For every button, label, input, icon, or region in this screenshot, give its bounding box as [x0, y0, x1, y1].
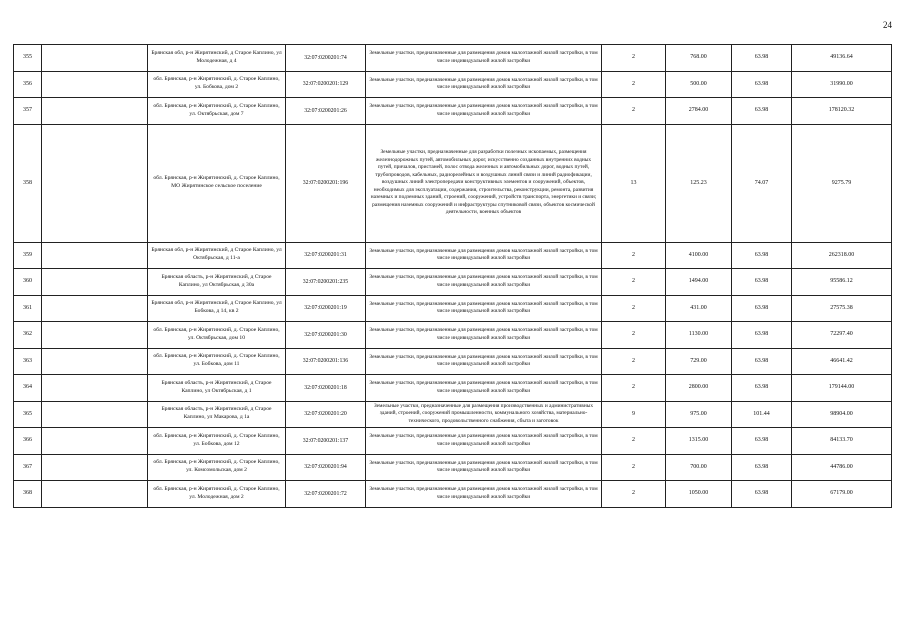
group-cell: 13: [602, 124, 666, 242]
cadastral-value-cell: 44786.00: [792, 454, 892, 481]
group-cell: 2: [602, 269, 666, 296]
address-cell: обл. Брянская, р-н Жирятинский, д. Старое Каплино, ул. Бобкова, дом 12: [148, 428, 286, 455]
rate-cell: 101.44: [732, 401, 792, 428]
rate-cell: 63.98: [732, 322, 792, 349]
table-row: [14, 348, 892, 375]
land-use-cell: Земельные участки, предназначенные для размещения домов малоэтажной жилой застройки, в том числе индивидуальной жилой застройки: [366, 375, 602, 402]
address-cell: Брянская обл, р-н Жирятинский, д Старое Каплино, ул Бобкова, д 14, кв 2: [148, 295, 286, 322]
cadastral-value-cell: 84133.70: [792, 428, 892, 455]
table-row: [14, 428, 892, 455]
group-cell: 2: [602, 295, 666, 322]
spacer-cell: [42, 124, 148, 242]
table-row: [14, 401, 892, 428]
area-cell: 1130.00: [666, 322, 732, 349]
spacer-cell: [42, 428, 148, 455]
area-cell: 1315.00: [666, 428, 732, 455]
cadastral-number-cell: 32:07:0200201:26: [286, 98, 366, 125]
row-number: 361: [14, 295, 42, 322]
cadastral-number-cell: 32:07:0200201:196: [286, 124, 366, 242]
spacer-cell: [42, 454, 148, 481]
page-number: 24: [883, 20, 892, 30]
table-row: [14, 242, 892, 269]
group-cell: 2: [602, 454, 666, 481]
address-cell: обл. Брянская, р-н Жирятинский, д. Старое Каплино, ул. Бобкова, дом 2: [148, 71, 286, 98]
cadastral-value-cell: 46641.42: [792, 348, 892, 375]
cadastral-value-cell: 27575.38: [792, 295, 892, 322]
row-number: 366: [14, 428, 42, 455]
land-use-cell: Земельные участки, предназначенные для размещения домов малоэтажной жилой застройки, в том числе индивидуальной жилой застройки: [366, 98, 602, 125]
table-row: [14, 71, 892, 98]
land-use-cell: Земельные участки, предназначенные для размещения производственных и административных зданий, строений, сооружений промышленности, коммунального хозяйства, материально-технического, продовольственного снабжения, сбыта и заготовок: [366, 401, 602, 428]
cadastral-number-cell: 32:07:0200201:72: [286, 481, 366, 508]
area-cell: 1494.00: [666, 269, 732, 296]
row-number: 360: [14, 269, 42, 296]
rate-cell: 63.98: [732, 428, 792, 455]
cadastral-value-cell: 178120.32: [792, 98, 892, 125]
land-use-cell: Земельные участки, предназначенные для размещения домов малоэтажной жилой застройки, в том числе индивидуальной жилой застройки: [366, 45, 602, 72]
table-row: [14, 322, 892, 349]
row-number: 363: [14, 348, 42, 375]
table-row: [14, 481, 892, 508]
rate-cell: 63.98: [732, 242, 792, 269]
area-cell: 768.00: [666, 45, 732, 72]
spacer-cell: [42, 295, 148, 322]
cadastral-number-cell: 32:07:0200201:136: [286, 348, 366, 375]
rate-cell: 63.98: [732, 71, 792, 98]
spacer-cell: [42, 242, 148, 269]
area-cell: 975.00: [666, 401, 732, 428]
row-number: 358: [14, 124, 42, 242]
group-cell: 2: [602, 348, 666, 375]
cadastral-number-cell: 32:07:0200201:31: [286, 242, 366, 269]
row-number: 359: [14, 242, 42, 269]
land-use-cell: Земельные участки, предназначенные для размещения домов малоэтажной жилой застройки, в том числе индивидуальной жилой застройки: [366, 481, 602, 508]
cadastral-number-cell: 32:07:0200201:129: [286, 71, 366, 98]
cadastral-number-cell: 32:07:0200201:94: [286, 454, 366, 481]
spacer-cell: [42, 401, 148, 428]
cadastral-value-cell: 9275.79: [792, 124, 892, 242]
rate-cell: 63.98: [732, 348, 792, 375]
cadastral-number-cell: 32:07:0200201:235: [286, 269, 366, 296]
row-number: 355: [14, 45, 42, 72]
group-cell: 2: [602, 242, 666, 269]
rate-cell: 74.07: [732, 124, 792, 242]
spacer-cell: [42, 348, 148, 375]
group-cell: 2: [602, 428, 666, 455]
address-cell: обл. Брянская, р-н Жирятинский, д. Старое Каплино, МО Жирятинское сельское поселение: [148, 124, 286, 242]
table-row: [14, 375, 892, 402]
spacer-cell: [42, 98, 148, 125]
rate-cell: 63.98: [732, 98, 792, 125]
cadastral-value-cell: 98904.00: [792, 401, 892, 428]
spacer-cell: [42, 71, 148, 98]
area-cell: 431.00: [666, 295, 732, 322]
address-cell: обл. Брянская, р-н Жирятинский, д. Старое Каплино, ул. Октябрьская, дом 7: [148, 98, 286, 125]
row-number: 356: [14, 71, 42, 98]
row-number: 365: [14, 401, 42, 428]
spacer-cell: [42, 481, 148, 508]
area-cell: 2784.00: [666, 98, 732, 125]
rate-cell: 63.98: [732, 481, 792, 508]
area-cell: 2800.00: [666, 375, 732, 402]
row-number: 357: [14, 98, 42, 125]
table-body: [14, 45, 892, 508]
address-cell: Брянская область, р-н Жирятинский, д Старое Каплино, ул Октябрьская, д 30а: [148, 269, 286, 296]
cadastral-number-cell: 32:07:0200201:20: [286, 401, 366, 428]
spacer-cell: [42, 375, 148, 402]
cadastral-value-cell: 31990.00: [792, 71, 892, 98]
table-row: [14, 269, 892, 296]
area-cell: 4100.00: [666, 242, 732, 269]
address-cell: Брянская обл, р-н Жирятинский, д Старое Каплино, ул Октябрьская, д 11-а: [148, 242, 286, 269]
cadastral-number-cell: 32:07:0200201:18: [286, 375, 366, 402]
land-use-cell: Земельные участки, предназначенные для размещения домов малоэтажной жилой застройки, в том числе индивидуальной жилой застройки: [366, 269, 602, 296]
group-cell: 2: [602, 322, 666, 349]
row-number: 362: [14, 322, 42, 349]
rate-cell: 63.98: [732, 45, 792, 72]
land-use-cell: Земельные участки, предназначенные для размещения домов малоэтажной жилой застройки, в том числе индивидуальной жилой застройки: [366, 454, 602, 481]
group-cell: 2: [602, 45, 666, 72]
cadastral-value-cell: 49136.64: [792, 45, 892, 72]
address-cell: Брянская обл, р-н Жирятинский, д Старое Каплино, ул Молодежная, д 4: [148, 45, 286, 72]
cadastral-number-cell: 32:07:0200201:19: [286, 295, 366, 322]
row-number: 364: [14, 375, 42, 402]
rate-cell: 63.98: [732, 269, 792, 296]
address-cell: Брянская область, р-н Жирятинский, д Старое Каплино, ул Макарова, д 1а: [148, 401, 286, 428]
group-cell: 2: [602, 71, 666, 98]
cadastral-number-cell: 32:07:0200201:74: [286, 45, 366, 72]
rate-cell: 63.98: [732, 295, 792, 322]
table-row: [14, 45, 892, 72]
table-row: [14, 295, 892, 322]
table-row: [14, 98, 892, 125]
row-number: 368: [14, 481, 42, 508]
area-cell: 700.00: [666, 454, 732, 481]
cadastral-value-cell: 72297.40: [792, 322, 892, 349]
address-cell: обл. Брянская, р-н Жирятинский, д. Старое Каплино, ул. Молодежная, дом 2: [148, 481, 286, 508]
table-row: [14, 454, 892, 481]
area-cell: 729.00: [666, 348, 732, 375]
land-use-cell: Земельные участки, предназначенные для размещения домов малоэтажной жилой застройки, в том числе индивидуальной жилой застройки: [366, 295, 602, 322]
spacer-cell: [42, 45, 148, 72]
address-cell: Брянская область, р-н Жирятинский, д Старое Каплино, ул Октябрьская, д 1: [148, 375, 286, 402]
land-use-cell: Земельные участки, предназначенные для размещения домов малоэтажной жилой застройки, в том числе индивидуальной жилой застройки: [366, 428, 602, 455]
cadastral-number-cell: 32:07:0200201:30: [286, 322, 366, 349]
land-use-cell: Земельные участки, предназначенные для размещения домов малоэтажной жилой застройки, в том числе индивидуальной жилой застройки: [366, 242, 602, 269]
area-cell: 500.00: [666, 71, 732, 98]
row-number: 367: [14, 454, 42, 481]
group-cell: 9: [602, 401, 666, 428]
spacer-cell: [42, 322, 148, 349]
rate-cell: 63.98: [732, 454, 792, 481]
land-use-cell: Земельные участки, предназначенные для размещения домов малоэтажной жилой застройки, в том числе индивидуальной жилой застройки: [366, 71, 602, 98]
cadastral-number-cell: 32:07:0200201:137: [286, 428, 366, 455]
group-cell: 2: [602, 481, 666, 508]
group-cell: 2: [602, 98, 666, 125]
spacer-cell: [42, 269, 148, 296]
rate-cell: 63.98: [732, 375, 792, 402]
cadastral-value-cell: 179144.00: [792, 375, 892, 402]
address-cell: обл. Брянская, р-н Жирятинский, д. Старое Каплино, ул. Октябрьская, дом 10: [148, 322, 286, 349]
group-cell: 2: [602, 375, 666, 402]
land-use-cell: Земельные участки, предназначенные для размещения домов малоэтажной жилой застройки, в том числе индивидуальной жилой застройки: [366, 348, 602, 375]
area-cell: 125.23: [666, 124, 732, 242]
cadastral-value-cell: 262318.00: [792, 242, 892, 269]
area-cell: 1050.00: [666, 481, 732, 508]
address-cell: обл. Брянская, р-н Жирятинский, д. Старое Каплино, ул. Комсомольская, дом 2: [148, 454, 286, 481]
land-use-cell: Земельные участки, предназначенные для размещения домов малоэтажной жилой застройки, в том числе индивидуальной жилой застройки: [366, 322, 602, 349]
land-use-cell: Земельные участки, предназначенные для разработки полезных ископаемых, размещения железнодорожных путей, автомобильных дорог, искусственно созданных внутренних водных путей, причалов, пристаней, полос отвода железных и автомобильных дорог, водных путей, трубопроводов, кабельных, радиорелейных и воздушных линий связи и линий радиофикации, воздушных линий электропередачи конструктивных элементов и сооружений, объектов, необходимых для эксплуатации, содержания, строительства, реконструкции, ремонта, развития наземных и подземных зданий, строений, сооружений, устройств транспорта, энергетики и связи; размещения наземных сооружений и инфраструктуры спутниковой связи, объектов космической деятельности, военных объектов: [366, 124, 602, 242]
cadastral-value-cell: 95586.12: [792, 269, 892, 296]
cadastral-value-cell: 67179.00: [792, 481, 892, 508]
address-cell: обл. Брянская, р-н Жирятинский, д. Старое Каплино, ул. Бобкова, дом 11: [148, 348, 286, 375]
table-row: [14, 124, 892, 242]
land-registry-table: [13, 44, 892, 508]
